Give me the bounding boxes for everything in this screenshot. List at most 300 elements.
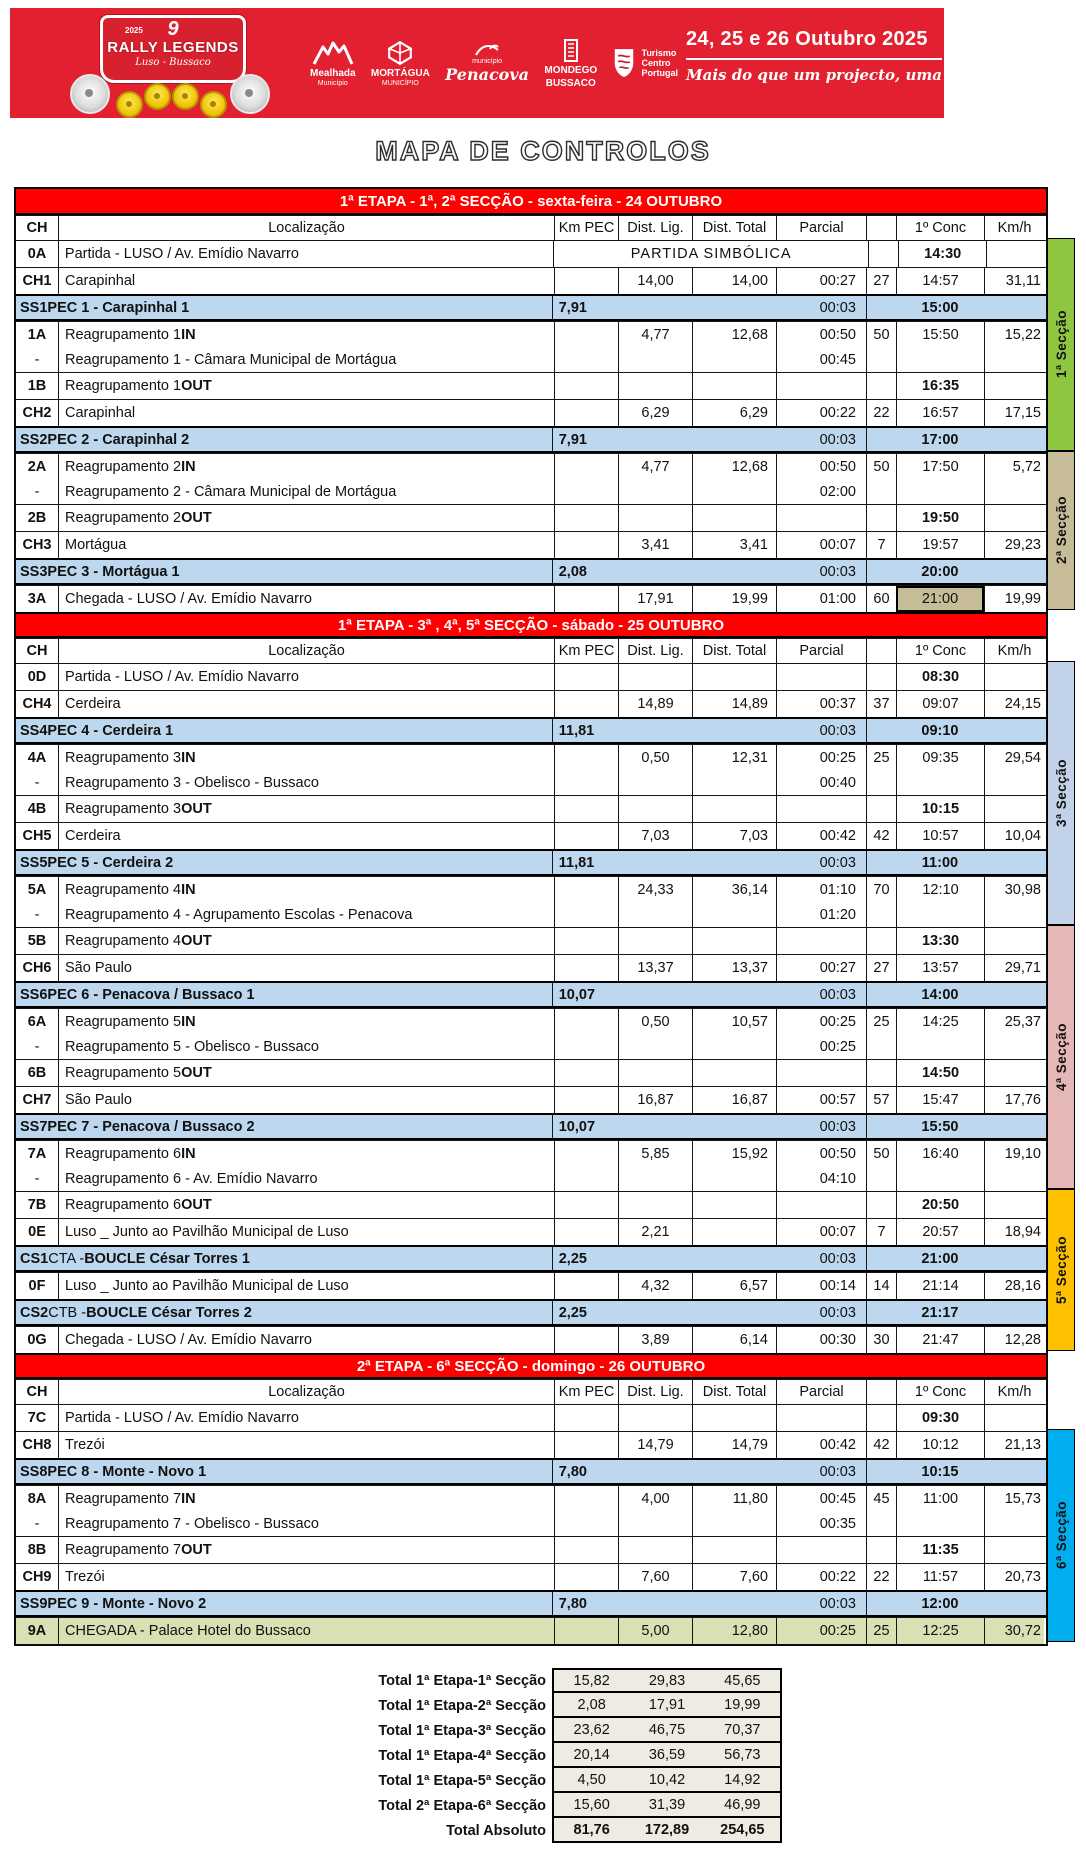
cell-first-competitor: 13:57 <box>896 955 984 981</box>
control-row <box>16 1431 1046 1458</box>
cell-control-id: 2B <box>27 510 47 526</box>
cell-kmh <box>984 1405 1044 1431</box>
cell-km-pec <box>554 1327 618 1353</box>
cell-parcial: 00:42 <box>776 823 866 849</box>
cell-dist-total <box>692 745 776 795</box>
partner-logo <box>445 43 529 84</box>
value: 12,68 <box>731 326 768 343</box>
cell-location: São Paulo <box>58 955 554 981</box>
cell-dist-total <box>692 796 776 822</box>
cell-dist-lig: 17,91 <box>618 586 692 612</box>
section-band-label: 2ª Secção <box>1053 496 1069 565</box>
control-row <box>16 1059 1046 1086</box>
cell-kmh <box>984 1009 1044 1059</box>
value: 12,31 <box>731 749 768 766</box>
cell-control-id: CH9 <box>22 1569 52 1585</box>
cell-stage-name: SS9 PEC 9 - Monte - Novo 2 <box>20 1595 207 1612</box>
column-header: Dist. Total <box>692 216 776 240</box>
cell-first-competitor <box>896 877 984 927</box>
cell-first-competitor: 11:57 <box>896 1564 984 1590</box>
cell-first-competitor: 19:50 <box>896 505 984 531</box>
cell-parcial <box>776 1009 866 1059</box>
column-header: Km/h <box>984 216 1044 240</box>
cell-dist-total: 6,14 <box>692 1327 776 1353</box>
section-band-label: 1ª Secção <box>1053 310 1069 379</box>
cell-dist-total <box>692 373 776 399</box>
cell-first-competitor: 10:12 <box>896 1432 984 1458</box>
total-row-values: 20,14 36,59 56,73 <box>552 1741 782 1768</box>
value: 00:35 <box>819 1515 856 1532</box>
cell-location: Reagrupamento 7 OUT <box>58 1537 554 1563</box>
total-row <box>0 1818 782 1843</box>
cell-first-competitor: 21:00 <box>866 1247 1046 1270</box>
cell-first-competitor <box>896 1009 984 1059</box>
cell-dist-lig: 7,60 <box>618 1564 692 1590</box>
column-header-row <box>16 1379 1046 1404</box>
cell-kmh: 20,73 <box>984 1564 1044 1590</box>
cell-first-competitor: 17:00 <box>866 428 1046 451</box>
cell-dist-total <box>692 1009 776 1059</box>
control-row <box>16 1140 1046 1191</box>
cell-kmh: 17,15 <box>984 400 1044 426</box>
total-row-label: Total 1ª Etapa-4ª Secção <box>378 1747 546 1764</box>
value: 00:25 <box>819 1038 856 1055</box>
control-row <box>16 1617 1046 1644</box>
event-banner <box>10 8 1003 118</box>
control-row <box>16 585 1046 612</box>
section-band <box>1047 1189 1075 1351</box>
stage-banner: 2ª ETAPA - 6ª SECÇÃO - domingo - 26 OUTUBRO <box>16 1353 1046 1379</box>
cell-minutes <box>866 322 896 372</box>
cell-stage-name: SS4 PEC 4 - Cerdeira 1 <box>20 722 174 739</box>
foglight-icon <box>116 91 143 118</box>
total-row-values: 23,62 46,75 70,37 <box>552 1716 782 1743</box>
cell-first-competitor: 14:57 <box>896 268 984 294</box>
cell-dist-total <box>692 1060 776 1086</box>
value: 45 <box>873 1490 890 1507</box>
control-row <box>16 1326 1046 1353</box>
column-header: Dist. Total <box>692 639 776 663</box>
cell-dist-lig <box>618 796 692 822</box>
cell-location <box>58 1486 554 1536</box>
cell-parcial: 00:07 <box>776 1219 866 1245</box>
mountains-icon <box>312 40 354 66</box>
cell-km-pec <box>554 454 618 504</box>
location-line: Reagrupamento 3 IN <box>65 749 196 766</box>
cell-parcial <box>776 454 866 504</box>
cell-first-competitor: 15:00 <box>866 296 1046 319</box>
cell-location: Chegada - LUSO / Av. Emídio Navarro <box>58 1327 554 1353</box>
cell-first-competitor: 14:30 <box>898 241 986 267</box>
cell-minutes: 27 <box>866 955 896 981</box>
event-dates-block <box>686 28 1003 84</box>
column-header: 1º Conc <box>896 216 984 240</box>
total-row-values: 2,08 17,91 19,99 <box>552 1691 782 1718</box>
cell-parcial: 00:22 <box>776 400 866 426</box>
cell-control-id: 1B <box>27 378 47 394</box>
cell-km-pec: 10,07 00:03 <box>552 983 866 1006</box>
column-header: Dist. Lig. <box>618 216 692 240</box>
cell-control-id: CH4 <box>22 696 52 712</box>
cell-first-competitor: 15:50 <box>866 1115 1046 1138</box>
cell-km-pec <box>554 955 618 981</box>
control-row <box>16 240 1046 267</box>
cell-dist-lig: 7,03 <box>618 823 692 849</box>
partner-logo <box>544 37 597 89</box>
cell-kmh <box>984 877 1044 927</box>
partner-logo <box>612 48 678 78</box>
cell-dist-total: 6,57 <box>692 1273 776 1299</box>
cell-parcial <box>776 1141 866 1191</box>
cell-parcial: 00:27 <box>776 955 866 981</box>
location-line: Reagrupamento 5 IN <box>65 1013 196 1030</box>
cell-km-pec <box>554 1141 618 1191</box>
cell-km-pec <box>554 691 618 717</box>
cell-dist-total: 6,29 <box>692 400 776 426</box>
control-row <box>16 1563 1046 1590</box>
cell-kmh <box>984 928 1044 954</box>
cell-dist-total: 19,99 <box>692 586 776 612</box>
cell-first-competitor: 09:10 <box>866 719 1046 742</box>
cell-kmh: 28,16 <box>984 1273 1044 1299</box>
control-row <box>16 954 1046 981</box>
column-header: 1º Conc <box>896 639 984 663</box>
partner-logo-label: município <box>472 57 503 65</box>
cell-dist-lig <box>618 1486 692 1536</box>
location-line: Reagrupamento 1 - Câmara Municipal de Mortágua <box>65 351 397 368</box>
cell-minutes <box>866 664 896 690</box>
cell-km-pec <box>554 1432 618 1458</box>
cell-km-pec <box>554 1060 618 1086</box>
cell-kmh: 24,15 <box>984 691 1044 717</box>
total-row-values: 4,50 10,42 14,92 <box>552 1766 782 1793</box>
cell-minutes <box>866 877 896 927</box>
cell-dist-total <box>692 505 776 531</box>
foglight-icon <box>200 91 227 118</box>
cell-km-pec <box>554 796 618 822</box>
cell-parcial: 00:42 <box>776 1432 866 1458</box>
cell-kmh: 19,99 <box>984 586 1044 612</box>
value: 24,33 <box>637 881 674 898</box>
cell-location: Cerdeira <box>58 823 554 849</box>
section-band <box>1047 1429 1075 1642</box>
cell-parcial <box>776 1537 866 1563</box>
cell-dist-lig <box>618 1405 692 1431</box>
cell-location: Reagrupamento 1 OUT <box>58 373 554 399</box>
cell-dist-total <box>692 1405 776 1431</box>
control-id: 5A <box>27 881 47 898</box>
column-header: Parcial <box>776 216 866 240</box>
cell-control-id: 8B <box>27 1542 47 1558</box>
cell-dist-lig <box>618 454 692 504</box>
total-row <box>0 1743 782 1768</box>
value: 15,92 <box>731 1145 768 1162</box>
cell-km-pec: 2,25 00:03 <box>552 1247 866 1270</box>
cell-control-id <box>16 1009 58 1059</box>
cell-minutes <box>866 1486 896 1536</box>
cell-location: Reagrupamento 3 OUT <box>58 796 554 822</box>
cell-control-id: 4B <box>27 801 47 817</box>
total-row <box>0 1693 782 1718</box>
cell-km-pec: 7,80 00:03 <box>552 1460 866 1483</box>
cell-stage-name: SS1 PEC 1 - Carapinhal 1 <box>20 299 190 316</box>
cell-location: Partida - LUSO / Av. Emídio Navarro <box>58 1405 554 1431</box>
control-row <box>16 663 1046 690</box>
total-row <box>0 1718 782 1743</box>
cell-kmh: 29,71 <box>984 955 1044 981</box>
cell-control-id: CH7 <box>22 1092 52 1108</box>
control-row <box>16 744 1046 795</box>
control-row <box>16 795 1046 822</box>
value: 70 <box>873 881 890 898</box>
divider <box>686 58 942 60</box>
cell-km-pec <box>554 268 618 294</box>
cell-dist-total: 14,00 <box>692 268 776 294</box>
cell-dist-total <box>692 1192 776 1218</box>
column-header: Dist. Lig. <box>618 1380 692 1404</box>
value: 15,73 <box>1004 1490 1041 1507</box>
event-slogan: Mais do que um projecto, uma Paixão <box>686 66 1003 84</box>
cell-dist-total: 14,89 <box>692 691 776 717</box>
cell-parcial <box>776 928 866 954</box>
control-id: 7A <box>27 1145 47 1162</box>
total-row-label: Total 1ª Etapa-1ª Secção <box>378 1672 546 1689</box>
control-id: 4A <box>27 749 47 766</box>
cell-parcial <box>776 796 866 822</box>
control-row <box>16 504 1046 531</box>
cell-parcial <box>776 505 866 531</box>
cell-km-pec <box>554 1219 618 1245</box>
cell-km-pec: 11,81 00:03 <box>552 851 866 874</box>
foglight-icon <box>172 83 199 110</box>
cell-dist-lig: 2,21 <box>618 1219 692 1245</box>
cell-minutes: 42 <box>866 1432 896 1458</box>
cell-dist-lig: 3,89 <box>618 1327 692 1353</box>
control-row <box>16 372 1046 399</box>
cell-parcial: 00:14 <box>776 1273 866 1299</box>
cell-kmh: 30,72 <box>984 1618 1044 1644</box>
value: 19,10 <box>1004 1145 1041 1162</box>
building-icon <box>561 37 581 63</box>
cell-km-pec <box>554 373 618 399</box>
cell-km-pec <box>554 1192 618 1218</box>
cell-minutes: 57 <box>866 1087 896 1113</box>
control-row <box>16 531 1046 558</box>
control-row <box>16 453 1046 504</box>
location-line: Reagrupamento 5 - Obelisco - Bussaco <box>65 1038 319 1055</box>
cell-kmh <box>986 241 1046 267</box>
cell-first-competitor: 14:00 <box>866 983 1046 1006</box>
headlight-icon <box>230 74 270 114</box>
value: 30,98 <box>1004 881 1041 898</box>
value: 00:25 <box>819 1013 856 1030</box>
value: 0,50 <box>641 1013 670 1030</box>
value: 4,00 <box>641 1490 670 1507</box>
page-title: MAPA DE CONTROLOS <box>375 136 711 166</box>
value: 11:00 <box>922 1490 959 1507</box>
value: 29,54 <box>1004 749 1041 766</box>
cell-minutes: 60 <box>866 586 896 612</box>
cell-dist-total: 16,87 <box>692 1087 776 1113</box>
cell-kmh <box>984 664 1044 690</box>
section-band-text <box>1048 1190 1074 1350</box>
total-row-label: Total 2ª Etapa-6ª Secção <box>378 1797 546 1814</box>
value: 00:50 <box>819 1145 856 1162</box>
location-line: Reagrupamento 3 - Obelisco - Bussaco <box>65 774 319 791</box>
cell-location <box>58 877 554 927</box>
cell-minutes: 25 <box>866 1618 896 1644</box>
cell-kmh <box>984 1192 1044 1218</box>
foglight-icon <box>144 83 171 110</box>
cell-minutes <box>866 1192 896 1218</box>
column-header: Localização <box>58 1380 554 1404</box>
value: 25,37 <box>1004 1013 1041 1030</box>
cell-minutes: 22 <box>866 1564 896 1590</box>
cell-km-pec <box>554 1486 618 1536</box>
value: 4,77 <box>641 326 670 343</box>
cell-km-pec <box>554 1564 618 1590</box>
rally-legends-plate <box>100 15 246 83</box>
section-band <box>1047 661 1075 925</box>
cell-control-id <box>16 322 58 372</box>
cell-dist-lig: 4,32 <box>618 1273 692 1299</box>
cell-parcial <box>776 373 866 399</box>
cell-dist-total: 7,60 <box>692 1564 776 1590</box>
control-id: 1A <box>27 326 47 343</box>
cell-control-id: 7B <box>27 1197 47 1213</box>
cell-km-pec <box>554 1405 618 1431</box>
cell-dist-total <box>692 1219 776 1245</box>
stage-row <box>16 294 1046 321</box>
stage-row <box>16 1299 1046 1326</box>
total-row <box>0 1793 782 1818</box>
cell-control-id <box>16 877 58 927</box>
cell-km-pec: 7,91 00:03 <box>552 296 866 319</box>
cell-location: Luso _ Junto ao Pavilhão Municipal de Luso <box>58 1273 554 1299</box>
column-header: Km/h <box>984 1380 1044 1404</box>
cell-minutes: 37 <box>866 691 896 717</box>
cell-km-pec <box>554 1618 618 1644</box>
cell-km-pec <box>554 745 618 795</box>
cell-first-competitor <box>896 1486 984 1536</box>
cell-km-pec <box>554 823 618 849</box>
cell-first-competitor: 11:35 <box>896 1537 984 1563</box>
cell-kmh <box>984 1060 1044 1086</box>
column-header <box>866 216 896 240</box>
partner-logo <box>310 40 356 87</box>
cell-location: Luso _ Junto ao Pavilhão Municipal de Luso <box>58 1219 554 1245</box>
cell-location: Reagrupamento 5 OUT <box>58 1060 554 1086</box>
cell-first-competitor <box>896 322 984 372</box>
cell-parcial: 00:27 <box>776 268 866 294</box>
cell-parcial: 01:00 <box>776 586 866 612</box>
stage-row <box>16 1458 1046 1485</box>
location-line: Reagrupamento 6 - Av. Emídio Navarro <box>65 1170 318 1187</box>
control-row <box>16 321 1046 372</box>
partner-logo-label: Município <box>317 79 348 87</box>
logo-name: RALLY LEGENDS <box>107 39 239 56</box>
cell-stage-name: SS3 PEC 3 - Mortágua 1 <box>20 563 180 580</box>
partner-logo-label: Penacova <box>445 64 530 84</box>
cell-location: Partida - LUSO / Av. Emídio Navarro <box>58 664 554 690</box>
cell-km-pec <box>554 877 618 927</box>
cell-km-pec <box>554 928 618 954</box>
cell-dist-lig <box>618 505 692 531</box>
column-header <box>866 639 896 663</box>
cell-parcial <box>776 1060 866 1086</box>
cell-dist-lig <box>618 1141 692 1191</box>
shield-icon <box>612 48 636 78</box>
cell-control-id: 0A <box>27 246 47 262</box>
partner-logo-line: Centro <box>641 58 671 68</box>
partner-logo-label <box>641 48 678 78</box>
cell-minutes <box>866 1141 896 1191</box>
column-header: 1º Conc <box>896 1380 984 1404</box>
cell-first-competitor: 10:57 <box>896 823 984 849</box>
cell-dist-lig: 14,79 <box>618 1432 692 1458</box>
cell-km-pec <box>554 1087 618 1113</box>
cell-control-id: 0E <box>28 1224 46 1240</box>
cell-km-pec: 2,08 00:03 <box>552 560 866 583</box>
section-band-label: 6ª Secção <box>1053 1501 1069 1570</box>
cell-minutes <box>868 241 898 267</box>
partner-logo <box>371 40 430 87</box>
event-dates: 24, 25 e 26 Outubro 2025 <box>686 28 928 50</box>
cell-kmh <box>984 1141 1044 1191</box>
cell-kmh <box>984 796 1044 822</box>
column-header: Localização <box>58 639 554 663</box>
cell-dist-total: 12,80 <box>692 1618 776 1644</box>
cell-control-id <box>16 1141 58 1191</box>
cell-location <box>58 1009 554 1059</box>
control-row <box>16 267 1046 294</box>
totals-table <box>0 1668 782 1843</box>
cell-kmh <box>984 1486 1044 1536</box>
cell-control-id: CH5 <box>22 828 52 844</box>
stage-row <box>16 1245 1046 1272</box>
cell-first-competitor: 21:14 <box>896 1273 984 1299</box>
value: 01:10 <box>819 881 856 898</box>
column-header: Localização <box>58 216 554 240</box>
column-header: Km PEC <box>554 639 618 663</box>
control-row <box>16 399 1046 426</box>
cell-kmh <box>984 745 1044 795</box>
cell-km-pec <box>554 1273 618 1299</box>
cell-first-competitor: 15:47 <box>896 1087 984 1113</box>
value: 11,80 <box>732 1490 768 1507</box>
cell-dist-lig <box>618 373 692 399</box>
cell-first-competitor: 10:15 <box>896 796 984 822</box>
cell-kmh <box>984 322 1044 372</box>
cell-kmh: 17,76 <box>984 1087 1044 1113</box>
stage-row <box>16 1113 1046 1140</box>
cell-control-id: CH3 <box>22 537 52 553</box>
cell-location <box>58 454 554 504</box>
cell-control-id: 0D <box>27 669 47 685</box>
cell-first-competitor: 11:00 <box>866 851 1046 874</box>
cell-first-competitor: 10:15 <box>866 1460 1046 1483</box>
value: 00:50 <box>819 458 856 475</box>
control-row <box>16 1536 1046 1563</box>
cell-minutes <box>866 745 896 795</box>
control-row <box>16 876 1046 927</box>
cell-dist-lig: 16,87 <box>618 1087 692 1113</box>
cell-parcial: 00:25 <box>776 1618 866 1644</box>
cell-kmh: 31,11 <box>984 268 1044 294</box>
cell-location: Reagrupamento 4 OUT <box>58 928 554 954</box>
cell-kmh: 21,13 <box>984 1432 1044 1458</box>
cell-kmh <box>984 505 1044 531</box>
